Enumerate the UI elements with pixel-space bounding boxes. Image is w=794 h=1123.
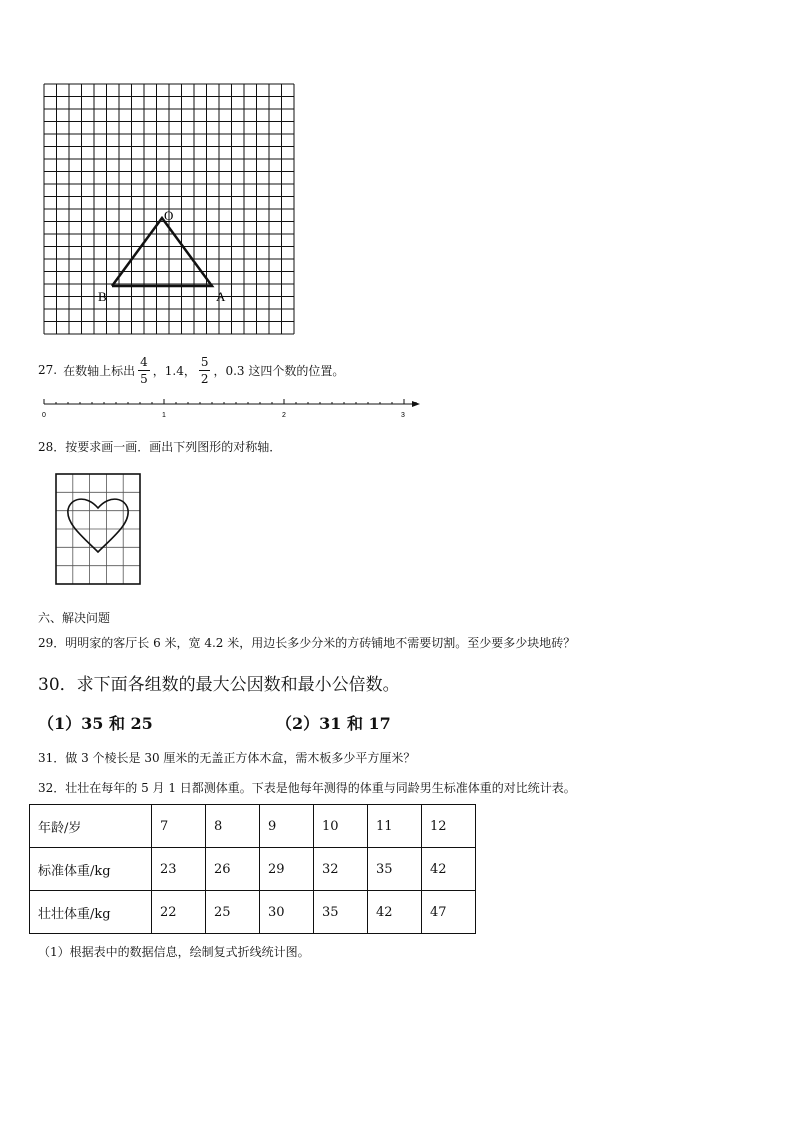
question-29: 29．明明家的客厅长 6 米，宽 4.2 米，用边长多少分米的方砖铺地不需要切割。至少要多少块地砖？ <box>38 636 576 650</box>
table-cell: 10 <box>314 805 368 848</box>
table-cell: 47 <box>422 891 476 934</box>
table-row <box>30 848 476 891</box>
table-cell: 8 <box>206 805 260 848</box>
table-row <box>30 891 476 934</box>
table-cell: 23 <box>152 848 206 891</box>
fraction-1-numerator: 4 <box>140 354 148 369</box>
heart-shape <box>68 499 128 552</box>
table-cell: 30 <box>260 891 314 934</box>
table-cell: 42 <box>422 848 476 891</box>
table-cell: 35 <box>368 848 422 891</box>
table-cell: 26 <box>206 848 260 891</box>
question-30-title: 30．求下面各组数的最大公因数和最小公倍数。 <box>38 675 400 695</box>
weight-table <box>29 804 476 934</box>
vertex-label-a: A <box>216 289 226 304</box>
tick-label-1: 1 <box>162 412 166 419</box>
number-line <box>36 396 426 422</box>
question-31: 31．做 3 个棱长是 30 厘米的无盖正方体木盒，需木板多少平方厘米？ <box>38 751 416 765</box>
tick-label-2: 2 <box>282 412 286 419</box>
question-32-sub-1: （1）根据表中的数据信息，绘制复式折线统计图。 <box>38 945 310 959</box>
question-32: 32．壮壮在每年的 5 月 1 日都测体重。下表是他每年测得的体重与同龄男生标准体重的对比统计表。 <box>38 781 576 795</box>
question-27 <box>38 350 344 390</box>
fraction-1-denominator: 5 <box>140 371 148 386</box>
question-27-sep: ，1.4， <box>152 363 196 378</box>
question-30-part-1: （1）35 和 25 <box>38 714 153 733</box>
question-27-prefix: 在数轴上标出 <box>63 363 136 378</box>
fraction-2-denominator: 2 <box>200 371 209 386</box>
tick-label-0: 0 <box>42 412 46 419</box>
row-header-zhuangzhuang-weight: 壮壮体重/kg <box>30 891 152 934</box>
fraction-2-numerator: 5 <box>200 354 209 369</box>
table-cell: 25 <box>206 891 260 934</box>
row-header-age: 年龄/岁 <box>30 805 152 848</box>
fraction-four-fifths <box>138 356 150 385</box>
fraction-five-halves <box>199 356 211 385</box>
vertex-label-b: B <box>98 289 107 304</box>
table-cell: 11 <box>368 805 422 848</box>
question-30-part-2: （2）31 和 17 <box>276 714 391 733</box>
question-27-number: 27. <box>38 363 58 377</box>
question-27-suffix: ，0.3 这四个数的位置。 <box>213 363 345 378</box>
row-header-standard-weight: 标准体重/kg <box>30 848 152 891</box>
table-cell: 32 <box>314 848 368 891</box>
table-row <box>30 805 476 848</box>
table-cell: 22 <box>152 891 206 934</box>
table-cell: 29 <box>260 848 314 891</box>
table-cell: 7 <box>152 805 206 848</box>
table-cell: 12 <box>422 805 476 848</box>
vertex-label-o: O <box>164 208 174 223</box>
heart-grid-figure <box>54 472 144 586</box>
grid-triangle-figure <box>40 80 300 342</box>
tick-label-3: 3 <box>401 412 405 419</box>
table-cell: 35 <box>314 891 368 934</box>
section-title: 六、解决问题 <box>38 611 111 625</box>
table-cell: 42 <box>368 891 422 934</box>
question-28: 28．按要求画一画．画出下列图形的对称轴． <box>38 440 282 454</box>
table-cell: 9 <box>260 805 314 848</box>
triangle-shape <box>112 218 212 286</box>
